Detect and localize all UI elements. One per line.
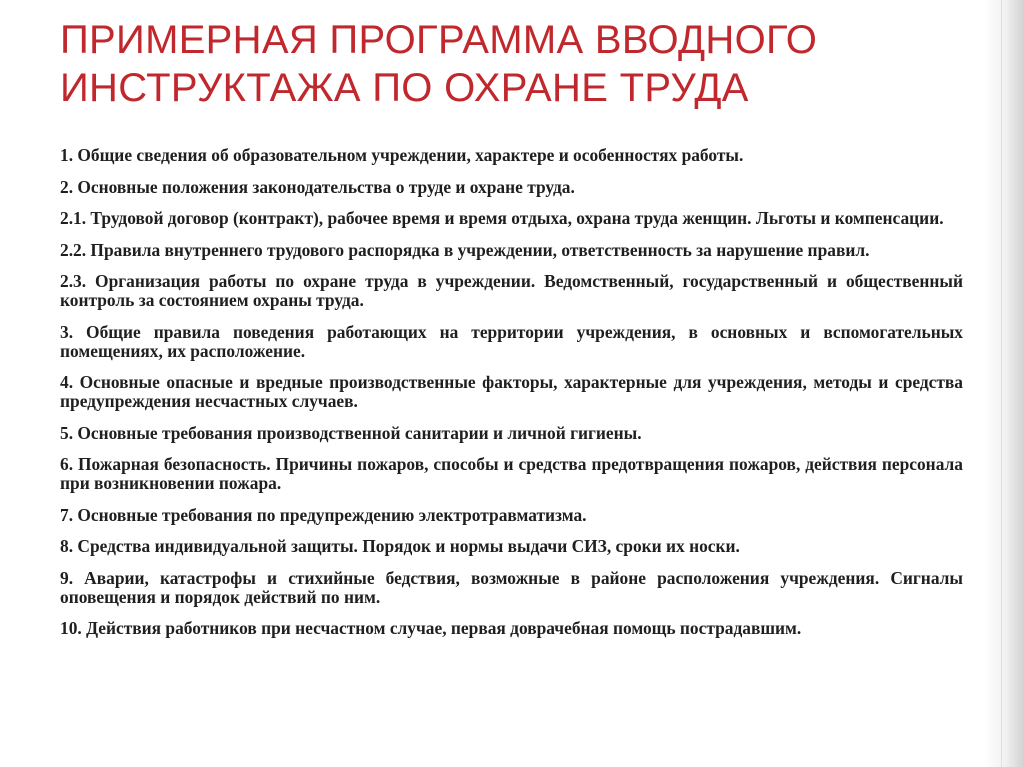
list-item: 5. Основные требования производственной санитарии и личной гигиены. xyxy=(60,422,642,443)
list-item: 1. Общие сведения об образовательном учреждении, характере и особенностях работы. xyxy=(60,145,744,165)
list-item: 2.2. Правила внутреннего трудового распорядка в учреждении, ответственность за нарушение правил. xyxy=(60,239,870,260)
list-item: 7. Основные требования по предупреждению электротравматизма. xyxy=(60,504,587,525)
list-item: 6. Пожарная безопасность. Причины пожаров, способы и средства предотвращения пожаров, действия персонала при возникновении пожара. xyxy=(60,454,963,493)
list-item: 8. Средства индивидуальной защиты. Порядок и нормы выдачи СИЗ, сроки их носки. xyxy=(60,536,740,556)
list-item: 10. Действия работников при несчастном случае, первая доврачебная помощь пострадавшим. xyxy=(60,618,802,638)
page-edge-line xyxy=(1001,0,1002,767)
list-item: 9. Аварии, катастрофы и стихийные бедствия, возможные в районе расположения учреждения. Сигналы оповещения и порядок действий по ним. xyxy=(60,567,963,607)
list-item: 2.1. Трудовой договор (контракт), рабочее время и время отдыха, охрана труда женщин. Льготы и компенсации. xyxy=(60,208,944,228)
slide-title: ПРИМЕРНАЯ ПРОГРАММА ВВОДНОГО ИНСТРУКТАЖА ПО ОХРАНЕ ТРУДА xyxy=(60,18,818,110)
list-item: 2.3. Организация работы по охране труда в учреждении. Ведомственный, государственный и общественный контроль за состоянием охраны труда. xyxy=(60,271,963,310)
list-item: 2. Основные положения законодательства о труде и охране труда. xyxy=(60,176,575,197)
program-list xyxy=(60,146,963,651)
list-item: 3. Общие правила поведения работающих на территории учреждения, в основных и вспомогательных помещениях, их расположение. xyxy=(60,321,963,361)
list-item: 4. Основные опасные и вредные производственные факторы, характерные для учреждения, методы и средства предупреждения несчастных случаев. xyxy=(60,372,963,411)
page-edge-shadow xyxy=(984,0,1024,767)
